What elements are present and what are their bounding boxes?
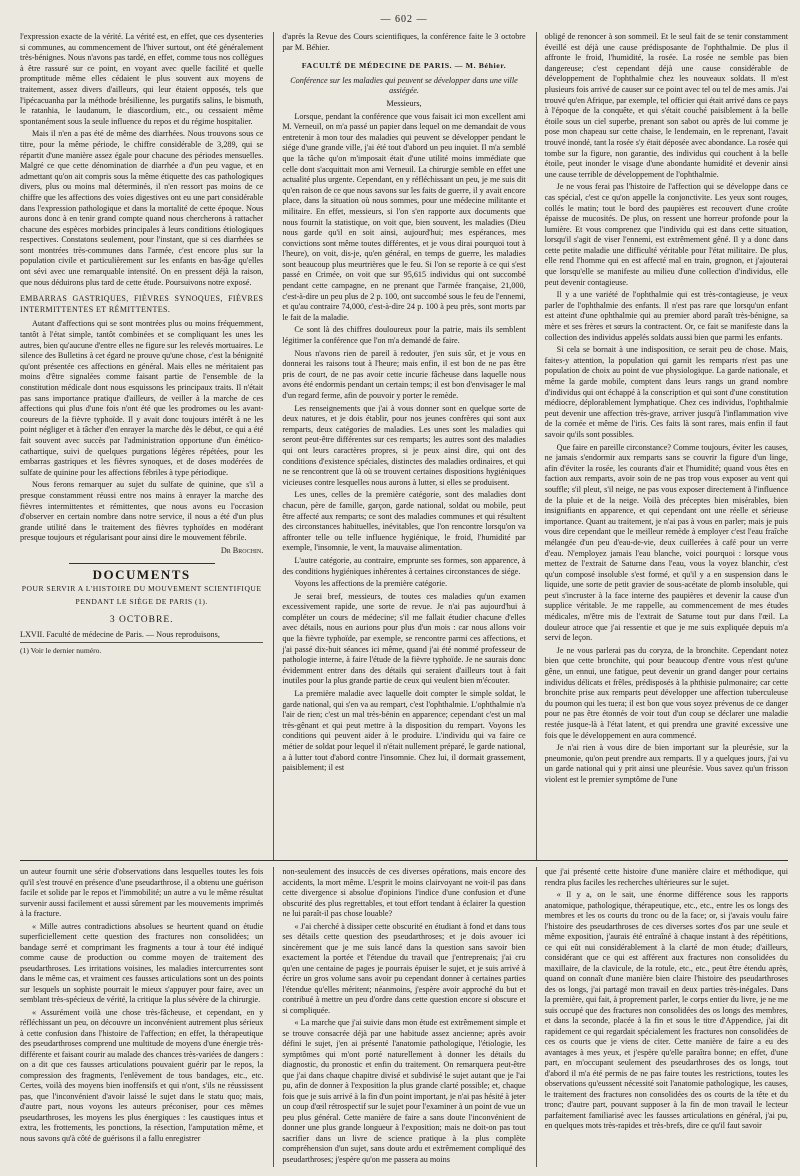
footnote: (1) Voir le dernier numéro. bbox=[20, 642, 263, 657]
lower-column-1 bbox=[20, 867, 263, 1167]
paragraph: Nous ferons remarquer au sujet du sulfate de quinine, que s'il a presque constamment réussi entre nos mains à enrayer la marche des fièvres intermittentes et rémittentes, que nous avons eu l'occasion d'observer en certain nombre dans notre service, il nous a été d'un plus grande utilité dans le traitement des fièvres typhoïdes en modérant presque toujours et régularisant pour ainsi dire le mouvement fébrile. bbox=[20, 480, 264, 543]
column-1 bbox=[20, 32, 263, 860]
paragraph: Je n'ai rien à vous dire de bien important sur la pleurésie, sur la pneumonie, qu'on peut prendre aux remparts. Il y a quelques jours, j'ai vu un garde national qui y prit ainsi une pleurésie. Vous savez qu'un frisson violent est le premier symptôme de l'une bbox=[544, 743, 788, 784]
paragraph: LXVII. Faculté de médecine de Paris. — Nous reproduisons, bbox=[20, 629, 220, 639]
paragraph: un auteur fournit une série d'observations dans lesquelles toutes les fois qu'il s'est trouvé en présence d'une pseudarthrose, il a obtenu une guérison facile et solide par le repos et l'immobilité; un autre a vu le même résultat survenir aussi facilement et aussi sûrement par les mouvements imprimés à la fracture. bbox=[20, 867, 264, 918]
paragraph: « Assurément voilà une chose très-fâcheuse, et cependant, en y réfléchissant un peu, on découvre un inconvénient autrement plus sérieux à cette confusion dans l'histoire de l'affection; en effet, la thérapeutique des pseudarthroses comprend une multitude de moyens d'une énergie très-différente et faisant courir au malade des chances très-variées de dangers : on a dit que ces fausses articulations pouvaient guérir par le repos, la compression des fragments, l'enlèvement de tous bandages, etc., etc. Certes, voilà des moyens bien inoffensifs et qui n'ont, s'ils ne réussissent pas, que l'inconvénient d'avoir laissé le sujet dans le statu quo; mais, d'autre part, nous voyons les auteurs préconiser, pour ces mêmes pseudarthroses, les moyens les plus énergiques : les caustiques intus et extra, les frottements, les ponctions, la résection, l'amputation même, et nous savons qu'à côté de guérisons il a fallu enregistrer bbox=[20, 1007, 264, 1143]
paragraph: Les unes, celles de la première catégorie, sont des maladies dont chacun, père de famille, garçon, garde national, soldat ou mobile, peut être affecté aux remparts; ce sont des maladies communes et qui résultent des circonstances habituelles, inévitables, que l'on rencontre lorsqu'on va affronter telle ou telle influence hygiénique, le froid, l'humidité par exemple, l'insomnie, le vent, la mauvaise alimentation. bbox=[282, 490, 526, 553]
date-heading: 3 OCTOBRE. bbox=[109, 615, 174, 626]
column-3 bbox=[536, 32, 788, 860]
paragraph: La première maladie avec laquelle doit compter le simple soldat, le garde national, qui s'en va au rempart, c'est l'ophthalmie. L'ophthalmie n'a l'air de rien; c'est un mal très-bénin en apparence; cependant c'est un mal très-gênant et qui peut mettre à la disposition du rempart. Voyons les conditions qui peuvent aider à le produire. L'individu qui va faire ce métier de soldat pour lequel il n'était nullement préparé, le garde national, a à lutter tout d'abord contre l'insomnie. Chez lui, il dormait grassement, paisiblement; il est bbox=[282, 689, 526, 773]
paragraph: Je ne vous ferai pas l'histoire de l'affection qui se développe dans ce cas spécial, c'est ce qu'on appelle la conjonctivite. Les yeux sont rouges, collés le matin; tout le bord des paupières est recouvert d'une croûte épaisse de mucosités. De plus, on ressent une horreur profonde pour la lumière. Et vous comprenez que l'individu qui est dans cette situation, lorsqu'il s'agit de viser l'ennemi, est extrêmement gêné. Il y a donc dans cette petite maladie une difficulté véritable pour l'état militaire. De plus, elle rend l'homme qui en est affecté mal en train, grognon, et j'ajouterai que lorsqu'elle se manifeste au milieu d'une collection d'individus, elle peut devenir contagieuse. bbox=[544, 182, 788, 287]
paragraph: Si cela se bornait à une indisposition, ce serait peu de chose. Mais, faites-y attention, la population qui garnit les remparts n'est pas une population de choix au point de vue physiologique. La garde nationale, et même la garde mobile, comptent dans leurs rangs un grand nombre d'individus qui ont échappé à la conscription et qui sont d'une constitution médiocre, déplorablement lymphatique. Chez ces individus, l'ophthalmie peut devenir une affection très-grave, arriver jusqu'à l'inflammation vive de la cornée et même de l'iris. Ces faits là sont rares, mais enfin il faut savoir qu'ils sont possibles. bbox=[544, 345, 788, 439]
lower-column-2 bbox=[273, 867, 525, 1167]
paragraph: Les renseignements que j'ai à vous donner sont en quelque sorte de deux natures, et je dois établir, pour nos jeunes confrères qui sont aux remparts, deux catégories de maladies. Les unes sont les maladies qui seront peut-être différentes sur ces remparts; les autres sont des maladies qui ont leurs caractères propres, si je peux ainsi dire, qui ont des conditions d'existence spéciales, distinctes des maladies ordinaires, et qui ne se rencontrent que là où se trouvent certaines dispositions hygiéniques vicieuses contre lesquelles nous aurons à lutter, si elles se produisent. bbox=[282, 403, 526, 487]
article-title: FACULTÉ DE MÉDECINE DE PARIS. — M. Béhier. bbox=[301, 61, 507, 71]
paragraph: obligé de renoncer à son sommeil. Et le seul fait de se tenir constamment éveillé est déjà une cause prédisposante de l'ophthalmie. De plus il affronte le froid, l'humidité, la rosée. La rosée ne semble pas bien dangereuse; c'est cependant déjà une cause considérable de développement de l'ophthalmie chez les nouveaux soldats. Il m'est plusieurs fois arrivé de causer sur ce point avec tel ou tel de mes amis. J'ai trouvé qu'en Afrique, par exemple, tel officier qui était arrivé dans ce pays à l'époque de la conquête, et qui s'était couché paisiblement à la belle étoile sous un ciel superbe, prenant son sabot ou après de lui comme je pose mon chapeau sur cette chaise, le lendemain, en le reprenant, l'avait trouvé inondé, tant la rosée s'y était déposée avec abondance. La rosée qui tombe sur la figure, non garantie, des individus qui couchent à la belle étoile, peut inonder le visage d'une abondante humidité et devenir ainsi une cause terrible de développement de l'ophthalmie. bbox=[544, 32, 788, 179]
paragraph: « J'ai cherché à dissiper cette obscurité en étudiant à fond et dans tous ses détails cette question des pseudarthroses; et je dois avouer ici sincèrement que je me suis lancé dans la question sans savoir bien exactement la portée et l'étendue du travail que j'entreprenais; j'ai cru qu'en une centaine de pages je pourrais épuiser le sujet, et je suis arrivé à écrire un gros volume sans avoir pu cependant donner à certaines parties l'étendue qu'elles méritent; néanmoins, j'espère avoir approché du but et contribué à mettre un peu d'ordre dans cette question encore si obscure et si compliquée. bbox=[282, 921, 526, 1015]
salutation: Messieurs, bbox=[386, 98, 422, 108]
paragraph: Voyons les affections de la première catégorie. bbox=[294, 579, 448, 589]
paragraph: « Il y a, on le sait, une énorme différence sous les rapports anatomique, pathologique, thérapeutique, etc., etc., entre les os longs des membres et les os courts du tronc ou de la face; or, si j'avais voulu faire l'histoire des pseudarthroses de ces diverses sortes d'os par une seule et même exposition, j'aurais été entraîné à chaque instant à des répétitions, ce qui eût nui considérablement à la clarté de mon étude; d'ailleurs, considérant que ce qui est afférent aux fractures non consolidées du maxillaire, de la clavicule, de la rotule, etc., etc., peut être étendu après, quand on connaît d'une manière bien claire l'histoire des pseudarthroses des os longs, j'ai partagé mon travail en deux parties très-inégales. Dans la première, qui fait, à proprement parler, le corps entier du livre, je ne me suis occupé que des fractures non consolidées des os longs des membres, et dans la seconde, placée à la fin et sous le titre d'Appendice, j'ai dit rapidement ce qui regardait spécialement les fractures non consolidées de ces os courts que je viens de citer. Cette manière de faire a eu des avantages à mes yeux, et j'espère qu'elle paraîtra bonne; en effet, d'une part, en m'occupant seulement des pseudarthroses des os longs, tout d'abord il m'a été permis de ne pas faire toutes les restrictions, toutes les observations qu'eussent nécessité soit l'anatomie pathologique, les causes, le traitement des fractures non consolidées des os courts de la tête et du tronc; d'autre part, pouvant supposer à la fin de mon travail le lecteur parfaitement familiarisé avec les fausses articulations en général, j'ai pu, en quelques mots très-rapides et très-brefs, dire ce qu'il faut savoir bbox=[544, 890, 788, 1130]
divider bbox=[69, 563, 215, 564]
paragraph: Il y a une variété de l'ophthalmie qui est très-contagieuse, je veux parler de l'ophthalmie des enfants. Il n'est pas rare que lorsqu'un enfant est atteint d'une ophthalmie qui au premier abord paraît très-bénigne, sa mère et ses frères et sœurs la contractent. Or, ce fait se manifeste dans la collection des individus appelés soldats aussi bien que parmi les enfants. bbox=[544, 290, 788, 342]
paragraph: Je ne vous parlerai pas du coryza, de la bronchite. Cependant notez bien que cette bronchite, qui pour beaucoup d'entre vous n'est qu'une gêne, un ennui, une fatigue, peut devenir un grand danger pour certains individus délicats et frêles, prédisposés à la phthisie pulmonaire; car cette bronchite prise aux remparts peut développer une affection tuberculeuse du poumon qui les tuera; il est bon que vous soyez prévenus de ce danger pour ne pas être étonnés de voir tout d'un coup se déclarer une maladie restée jusque-là à l'état latent, et qui prendra une gravité excessive une fois que le développement en aura commencé. bbox=[544, 645, 788, 740]
paragraph: L'autre catégorie, au contraire, emprunte ses formes, son apparence, à des conditions hygiéniques inhérentes à certaines circonstances de siége. bbox=[282, 555, 526, 576]
documents-title: DOCUMENTS bbox=[92, 566, 191, 582]
documents-subtitle-1: POUR SERVIR A L'HISTOIRE DU MOUVEMENT SCIENTIFIQUE bbox=[21, 584, 262, 594]
paragraph: l'expression exacte de la vérité. La vérité est, en effet, que ces dysenteries si communes, au commencement de l'hiver surtout, ont été généralement très-bénignes. Nous n'avons pas tardé, en effet, comme tous nos collègues à être rassuré sur ce point, en voyant avec quelle facilité et quelle promptitude même elles cédaient le plus souvent aux moyens de traitement, assez divers d'ailleurs, qui leur étaient opposés, tels que l'ipécacuanha par la méthode brésilienne, les purgatifs salins, le bismuth, le ratanhia, le laudanum, le diascordium, etc., ou cessaient même spontanément sous la seule influence du repos et du régime hospitalier. bbox=[20, 32, 264, 126]
documents-subtitle-2: PENDANT LE SIÈGE DE PARIS (1). bbox=[75, 596, 208, 606]
paragraph: Que faire en pareille circonstance? Comme toujours, éviter les causes, ne jamais s'endormir aux remparts sans se couvrir la figure d'un linge, afin d'éviter la rosée, les courants d'air et l'humidité; quand vous êtes en faction aux remparts, avoir soin de ne pas trop vous exposer au vent qui souffle; s'il pleut, s'il neige, ne pas vous exposer directement à l'influence de la pluie et de la neige. Voilà des préceptes bien misérables, bien insignifiants en apparence, et qui cependant ont une réelle et sérieuse importance. Quant au traitement, je n'ai pas à vous en parler; mais je puis vous dire cependant que le meilleur remède à employer c'est l'eau fraîche mélangée d'un peu d'eau-de-vie, deux cuillerées à café pour un verre d'eau. N'employez jamais l'eau blanche, voici pourquoi : lorsque vous mettez de l'extrait de Saturne dans l'eau, vous la voyez blanchir, c'est qu'un composé insoluble s'est formé, et qu'il y a en suspension dans le liquide, une sorte de petit gravier de sous-acétate de plomb insoluble, qui peut s'incruster à la face interne des paupières et devenir la cause d'un supplice véritable. Je me rappelle, au commencement de mes études médicales, m'être mis de l'extrait de Saturne tout pur dans l'œil. La douleur atroce que j'ai ressentie et que je me suis expliquée depuis m'a servi de leçon. bbox=[544, 442, 788, 643]
paragraph: non-seulement des insuccès de ces diverses opérations, mais encore des accidents, la mort même. L'esprit le moins clairvoyant ne voit-il pas dans cette divergence si absolue d'opinions l'indice d'une confusion et d'une obscurité des plus regrettables, et tout effort tendant à éclairer la question ne lui paraît-il pas chose louable? bbox=[282, 867, 526, 918]
conference-title: Conférence sur les maladies qui peuvent se développer dans une ville assiégée. bbox=[290, 75, 518, 96]
paragraph: Ce sont là des chiffres douloureux pour la patrie, mais ils semblent légitimer la conférence que l'on m'a demandé de faire. bbox=[282, 325, 526, 346]
paragraph: « La marche que j'ai suivie dans mon étude est extrêmement simple et se trouve consacrée déjà par une habitude assez ancienne; après avoir défini le sujet, j'en ai présenté l'anatomie pathologique, l'étiologie, les symptômes qui m'ont porté naturellement à donner les détails du diagnostic, du pronostic et enfin du traitement. On remarquera peut-être que j'ai dans chaque chapitre divisé et subdivisé le sujet autant que je l'ai pu, afin de donner à l'exposition la plus grande clarté possible; et, chaque fois que je suis arrivé à la fin d'un point important, je n'ai pas hésité à jeter un coup d'œil rétrospectif sur le sujet pour l'examiner à un point de vue un peu plus général. Cette manière de faire a sans doute l'inconvénient de donner une plus grande longueur à l'exposition; mais ne doit-on pas tout sacrifier dans un livre de science pratique à la plus complète compréhension d'un sujet, sans doute ardu et extrêmement compliqué des pseudarthroses; j'espère qu'on me passera au moins bbox=[282, 1018, 526, 1164]
lower-section bbox=[20, 867, 788, 1167]
lower-column-3 bbox=[536, 867, 788, 1167]
paragraph: que j'ai présenté cette histoire d'une manière claire et méthodique, qui rendra plus faciles les recherches ultérieures sur le sujet. bbox=[544, 867, 788, 887]
page-number: — 602 — bbox=[380, 14, 428, 25]
paragraph: Autant d'affections qui se sont montrées plus ou moins fréquemment, tantôt à l'état simple, tantôt combinées et se compliquant les unes les autres, bien qu'aucune d'entre elles ne figure sur les relevés mortuaires. Le silence des Bulletins à cet égard ne prouve qu'une chose, c'est la bénignité qu'ont présentée ces affections en général. Mais elles ne méritaient pas moins d'être signalées comme faisant partie de l'ensemble de la constitution médicale dont nous esquissons les principaux traits. Il n'était pas sans importance pratique d'ailleurs, de veiller à la marche de ces affections qui plus d'une fois n'ont été que les prodromes ou les avant-coureurs de la fièvre typhoïde. Il y avait donc toujours intérêt à ne les point négliger et à tâcher d'en enrayer la marche dès le début, ce qui a été fait souvent avec succès par l'administration opportune d'un émético-cathartique, suivi de quelques purgations légères répétées, pour les embarras gastriques et les fièvres synoques, et de doses modérées de sulfate de quinine pour les affections fébriles à type périodique. bbox=[20, 319, 264, 477]
paragraph: Lorsque, pendant la conférence que vous faisait ici mon excellent ami M. Verneuil, on m'a passé un papier dans lequel on me demandait de vous entretenir à mon tour des maladies qui peuvent se développer pendant le siége d'une grande ville, j'ai été tout d'abord un peu inquiet. Il m'a semblé que la tâche qu'on m'imposait était d'une utilité moins immédiate que celle dont s'acquittait mon ami Verneuil. La chirurgie semble en effet une actualité plus urgente. Cependant, en y réfléchissant un peu, je me suis dit qu'en raison de ce que nous savons sur les faits de guerre, il y avait encore place, dans la situation où nous sommes, pour une médecine militante et militaire. En effet, messieurs, si l'on s'en rapporte aux documents que nous fournit la statistique, on voit que, bien souvent, les maladies (Dieu nous garde qu'il en soit ainsi, aujourd'hui; mes espérances, mes convictions sont même toutes différentes, et je vous dirai pourquoi tout à l'heure), on voit, dis-je, qu'en général, en temps de guerre, les maladies sont beaucoup plus meurtrières que le feu. Si l'on se reporte à ce qui s'est passé en Crimée, on voit que sur 95,615 individus qui ont succombé pendant cette campagne, en ne prenant que l'armée française, 21,000, c'est-à-dire un peu plus de 2 p. 100, ont succombé sous le feu de l'ennemi, et qu'au contraire 74,000, c'est-à-dire 24 p. 100 à peu près, sont morts par le fait de la maladie. bbox=[282, 111, 526, 322]
paragraph: Je serai bref, messieurs, de toutes ces maladies qu'un examen excessivement rapide, une sorte de revue. Je n'ai pas aujourd'hui à compléter un cours de médecine; s'il me fallait étudier chacune d'elles avec détails, nous en aurions pour plus d'un mois : car nous allons voir que la fièvre typhoïde, par exemple, se rencontre parmi ces affections, et j'ai passé dix-huit séances ici même, quand j'ai été nommé professeur de pathologie interne, à faire l'étude de la fièvre typhoïde. Je ne saurais donc évidemment entrer dans des détails qui seraient d'ailleurs tout à fait inutiles pour la plus grande partie de ceux qui veulent bien m'écouter. bbox=[282, 591, 526, 686]
section-heading: EMBARRAS GASTRIQUES, FIÈVRES SYNOQUES, FIÈVRES INTERMITTENTES ET RÉMITTENTES. bbox=[20, 294, 264, 314]
paragraph: d'après la Revue des Cours scientifiques, la conférence faite le 3 octobre par M. Béhier. bbox=[282, 32, 526, 52]
paragraph: « Mille autres contradictions absolues se heurtent quand on étudie superficiellement cette question des fractures non consolidées; un bandage serré et comprimant les fragments a tour à tour été indiqué comme cause de production ou comme moyen de traitement des pseudarthroses. Les irritations voisines, les maladies intercurrentes sont dans le même cas, et vraiment ces fausses articulations sont un des points sur lesquels un sophiste pourrait le mieux s'appuyer pour faire, avec un semblant très-spécieux de vérité, la critique la plus sévère de la chirurgie. bbox=[20, 921, 264, 1004]
author-signature: Dr Brochin. bbox=[220, 545, 264, 555]
paragraph: Nous n'avons rien de pareil à redouter, j'en suis sûr, et je vous en donnerai les raisons tout à l'heure; mais enfin, il est bon de ne pas être pris de court, de ne pas avoir cette incurie fâcheuse dans laquelle nous avons été endormis pendant un certain temps; il est bon d'envisager le mal d'un regard ferme, afin de pouvoir y porter le remède. bbox=[282, 348, 526, 400]
upper-section bbox=[20, 32, 788, 861]
column-2 bbox=[273, 32, 525, 860]
paragraph: Mais il n'en a pas été de même des diarrhées. Nous trouvons sous ce titre, pour la même période, le chiffre considérable de 3,289, qui se répartit d'une manière assez égale pour chacune des périodes mensuelles. Malgré ce que cette dénomination de diarrhée a d'un peu vague, et en admettant qu'on ait compris sous la même étiquette des cas pathologiques divers, plus ou moins mal déterminés, il n'en ressort pas moins de ce chiffre que les affections des voies digestives ont eu une part considérable dans l'expression pathologique et dans la mortalité de cette époque. Nous aurons donc à en tenir grand compte quand nous chercherons à rattacher chacune des espèces morbides principales à leurs conditions étiologiques respectives. Constatons seulement, pour l'instant, que si ces diarrhées se sont montrées très-communes dans l'armée, c'est encore plus sur la population civile et particulièrement sur les enfants en bas-âge qu'elles ont sévi avec une remarquable intensité. On en pressent déjà la raison, que nous déduirons plus tard de cette étude. Poursuivons notre exposé. bbox=[20, 129, 264, 287]
